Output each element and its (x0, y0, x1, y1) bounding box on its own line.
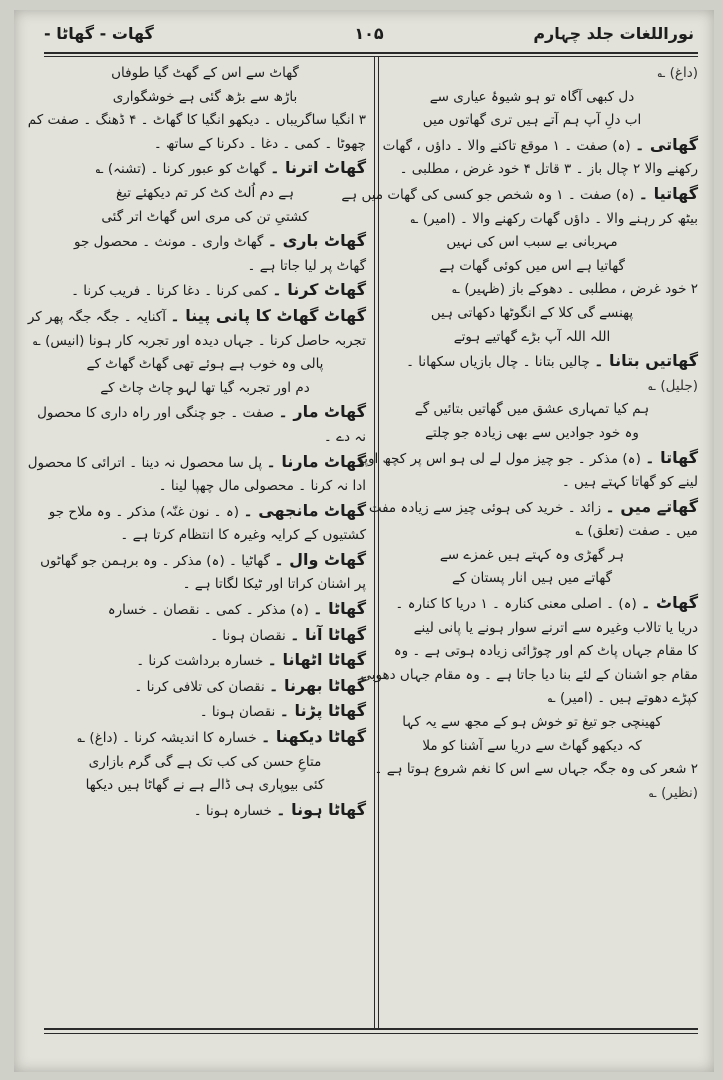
page-number: ۱۰۵ (354, 24, 384, 43)
header-rule (44, 52, 698, 54)
headword: گھاٹا ہونا ۔ (276, 799, 366, 819)
headword: گھاتے میں ۔ (605, 496, 698, 516)
text-line: متاعِ حسن کی کب تک ہے گی گرم بازاری (88, 753, 322, 770)
text-line: اب دلِ آپ ہم آتے ہیں تری گھاتوں میں (422, 112, 642, 129)
footer-rule (44, 1028, 698, 1030)
definition-text: نقصان ہونا ۔ (210, 627, 291, 644)
headword: گھاٹ مارنا ۔ (266, 451, 366, 471)
definition-text: کمی کرنا ۔ دغا کرنا ۔ فریب کرنا ۔ (71, 283, 273, 300)
headword: گھاتیا ۔ (638, 183, 698, 203)
text-line (366, 349, 698, 375)
header-rule-thin (44, 56, 698, 57)
headword: گھاٹا ۔ (313, 599, 366, 619)
definition-text: (ہ ۔ نون غنّہ) مذکر ۔ وہ ملاح جو (48, 503, 244, 520)
headword: گھاٹا بھرنا ۔ (269, 675, 366, 695)
text-line: ۲ خود غرض ، مطلبی ۔ دھوکے باز (ظہیر) ؎ (452, 281, 698, 298)
text-line: ادا نہ کرنا ۔ محصولی مال چھپا لینا ۔ (158, 478, 366, 495)
definition-text: (ہ) مذکر ۔ کمی ۔ نقصان ۔ خسارہ (107, 602, 314, 619)
headword: گھاٹ مانجھی ۔ (243, 500, 366, 520)
text-line (40, 548, 366, 574)
text-line (366, 133, 698, 159)
page-header (44, 24, 694, 54)
text-line: ۳ انگیا ساگریباں ۔ دیکھو انگیا کا گھاٹ ۔ ۴ ڈھنگ ۔ صفت کم (27, 112, 366, 129)
text-line: دم اور تجربہ گیا تھا لہو چاٹ چاٹ کے (100, 379, 310, 396)
headword: گھاٹ اترنا ۔ (270, 158, 366, 178)
text-line (341, 182, 698, 208)
definition-text: زائد ۔ خرید کی ہوئی چیز سے زیادہ مفت (368, 499, 606, 516)
headword: گھاٹ کرنا ۔ (272, 280, 366, 300)
text-line: (نظیر) ؎ (648, 784, 698, 801)
text-line: میں ۔ صفت (تعلق) ؎ (575, 523, 698, 540)
text-line: لینے کو گھاتا کہتے ہیں ۔ (561, 474, 698, 491)
text-line: پھنسے گی کلا کے انگوٹھا دکھاتی ہیں (430, 304, 634, 321)
text-line (44, 674, 366, 700)
text-line (44, 229, 366, 255)
dictionary-page (14, 10, 714, 1072)
text-line (44, 499, 366, 525)
definition-text: نقصان ہونا ۔ (199, 704, 280, 721)
text-line: نہ دے ۔ (323, 428, 366, 445)
text-line: دل کبھی آگاہ تو ہو شیوۂ عیاری سے (429, 88, 635, 105)
text-line: (داغ) ؎ (657, 65, 698, 81)
text-line (44, 648, 366, 674)
text-line: رکھنے والا ۲ چال باز ۔ ۳ قاتل ۴ خود غرض ، مطلبی ۔ (399, 161, 698, 178)
text-line: باڑھ سے بڑھ گئی ہے خوشگواری (112, 88, 298, 105)
headword: گھاٹ مار ۔ (278, 402, 366, 422)
text-line: وہ خود جوادیں سے بھی زیادہ جو چلتے (425, 424, 639, 441)
text-line: کہ دیکھو گھاٹ سے دریا سے آشنا کو ملا (422, 737, 642, 754)
headword: گھاٹ ۔ (641, 593, 698, 613)
text-line: چھوٹا ۔ کمی ۔ دغا ۔ دکرنا کے ساتھ ۔ (153, 135, 366, 152)
text-line (366, 591, 698, 617)
definition-text: گھاٹیا ۔ (ہ) مذکر ۔ وہ برہمن جو گھاٹوں (40, 552, 275, 569)
headword: گھاٹ وال ۔ (274, 549, 366, 569)
headword: گھاتیں بتانا ۔ (594, 351, 698, 371)
text-line: ہم کیا تمہاری عشق میں گھاتیں بتائیں گے (414, 401, 650, 418)
headword: گھاٹ گھاٹ کا پانی پینا ۔ (170, 305, 366, 325)
footer-rule-thin (44, 1033, 698, 1034)
text-line: تجربہ حاصل کرنا ۔ جہاں دیدہ اور تجربہ کار ہونا (انیس) ؎ (32, 332, 366, 349)
definition-text: نقصان کی تلافی کرنا ۔ (134, 678, 270, 695)
text-line (27, 304, 366, 330)
left-column (27, 62, 366, 1024)
definition-text: گھاٹ واری ۔ مونث ۔ محصول جو (73, 234, 268, 251)
text-line: ۲ شعر کی وہ جگہ جہاں سے اس کا نغم شروع ہوتا ہے ۔ (374, 761, 698, 778)
text-line: کشتیوں کے کرایہ وغیرہ کا انتظام کرتا ہے ۔ (120, 527, 366, 544)
text-line: کھینچی جو تیغ تو خوش ہو کے مجھ سے یہ کہا (402, 714, 662, 731)
text-line (44, 699, 366, 725)
definition-text: (ہ) مذکر ۔ جو چیز مول لے لی ہو اس پر کچھ اوپر (356, 450, 646, 467)
definition-text: خسارہ ہونا ۔ (193, 802, 277, 819)
text-line (44, 798, 366, 824)
book-title: نوراللغات جلد چہارم (533, 24, 694, 43)
headword: گھاٹا اٹھانا ۔ (267, 650, 366, 670)
text-line: گھاٹ سے اس کے گھٹ گیا طوفاں (111, 65, 299, 81)
text-line (27, 450, 366, 476)
text-line (44, 156, 366, 182)
text-line: گھاتیا ہے اس میں کوئی گھات ہے (439, 257, 625, 274)
text-line: پر اشنان کراتا اور ٹیکا لگاتا ہے ۔ (182, 576, 366, 593)
text-line (356, 446, 698, 472)
text-line: دریا یا تالاب وغیرہ سے اترنے سوار ہونے یا پانی لینے (413, 619, 698, 636)
definition-text: (ہ) ۔ اصلی معنی کنارہ ۔ ۱ دریا کا کنارہ ۔ (395, 596, 642, 613)
text-line: مہربانی بے سبب اس کی نہیں (446, 234, 618, 251)
text-line: گھاتے میں ہیں انار پستان کے (451, 570, 613, 587)
headword: گھاٹا دیکھنا ۔ (260, 727, 366, 747)
running-head-entries: گھات - گھاٹا - (44, 24, 154, 43)
definition-text: صفت ۔ جو چنگی اور راہ داری کا محصول (37, 405, 279, 422)
headword: گھاٹا آنا ۔ (290, 624, 366, 644)
definition-text: چالیں بتانا ۔ چال بازیاں سکھانا ۔ (406, 354, 595, 371)
text-line: کئی بیوپاری ہی ڈالے ہے نے گھاٹا ہیں دیکھا (85, 777, 325, 794)
headword: گھاٹا پڑنا ۔ (279, 701, 366, 721)
text-line: کا مقام جہاں پاٹ کم اور چوڑائی زیادہ ہوتی ہے ۔ وہ (393, 643, 698, 660)
definition-text: (ہ) صفت ۔ ۱ وہ شخص جو کسی کی گھات میں ہے (341, 186, 639, 203)
text-line: کپڑے دھوتے ہیں ۔ (امیر) ؎ (547, 690, 698, 707)
text-line (44, 278, 366, 304)
definition-text: پل سا محصول نہ دینا ۔ اترائی کا محصول (27, 454, 267, 471)
definition-text: (ہ) صفت ۔ ۱ موقع تاکنے والا ۔ داؤں ، گھات (382, 137, 635, 154)
text-line (44, 597, 366, 623)
definition-text: آکنایہ ۔ جگہ جگہ پھر کر (27, 308, 171, 325)
definition-text: گھاٹ کو عبور کرنا ۔ (تشنہ) ؎ (95, 161, 271, 178)
headword: گھاتا ۔ (645, 447, 698, 467)
definition-text: خسارہ کا اندیشہ کرنا ۔ (داغ) ؎ (77, 730, 261, 747)
headword: گھاتی ۔ (634, 134, 698, 154)
text-line: ہے دم اُلٹ کٹ کر تم دیکھئے تیغ (115, 184, 295, 201)
definition-text: خسارہ برداشت کرنا ۔ (136, 653, 268, 670)
text-line: ہر گھڑی وہ کہتے ہیں غمزے سے (439, 546, 625, 563)
text-line: مقام جو اشنان کے لئے بنا دیا جاتا ہے ۔ وہ مقام جہاں دھوبی (360, 666, 698, 683)
text-line: (جلیل) ؎ (648, 377, 698, 394)
text-line (44, 725, 366, 751)
text-line: گھاٹ پر لیا جاتا ہے ۔ (247, 257, 366, 274)
text-line (37, 400, 366, 426)
text-line: کشتیِ تن کی مری اس گھاٹ اتر گئی (101, 208, 309, 225)
text-line (366, 495, 698, 521)
text-line: بیٹھ کر رہنے والا ۔ داؤں گھات رکھنے والا ۔ (امیر) ؎ (410, 210, 698, 227)
headword: گھاٹ باری ۔ (267, 231, 366, 251)
text-line (44, 623, 366, 649)
text-line: اللہ اللہ آپ بڑے گھاتیے ہوتے (453, 328, 611, 345)
text-line: پالی وہ خوب ہے ہوئے تھی گھاٹ گھاٹ کے (86, 356, 324, 373)
